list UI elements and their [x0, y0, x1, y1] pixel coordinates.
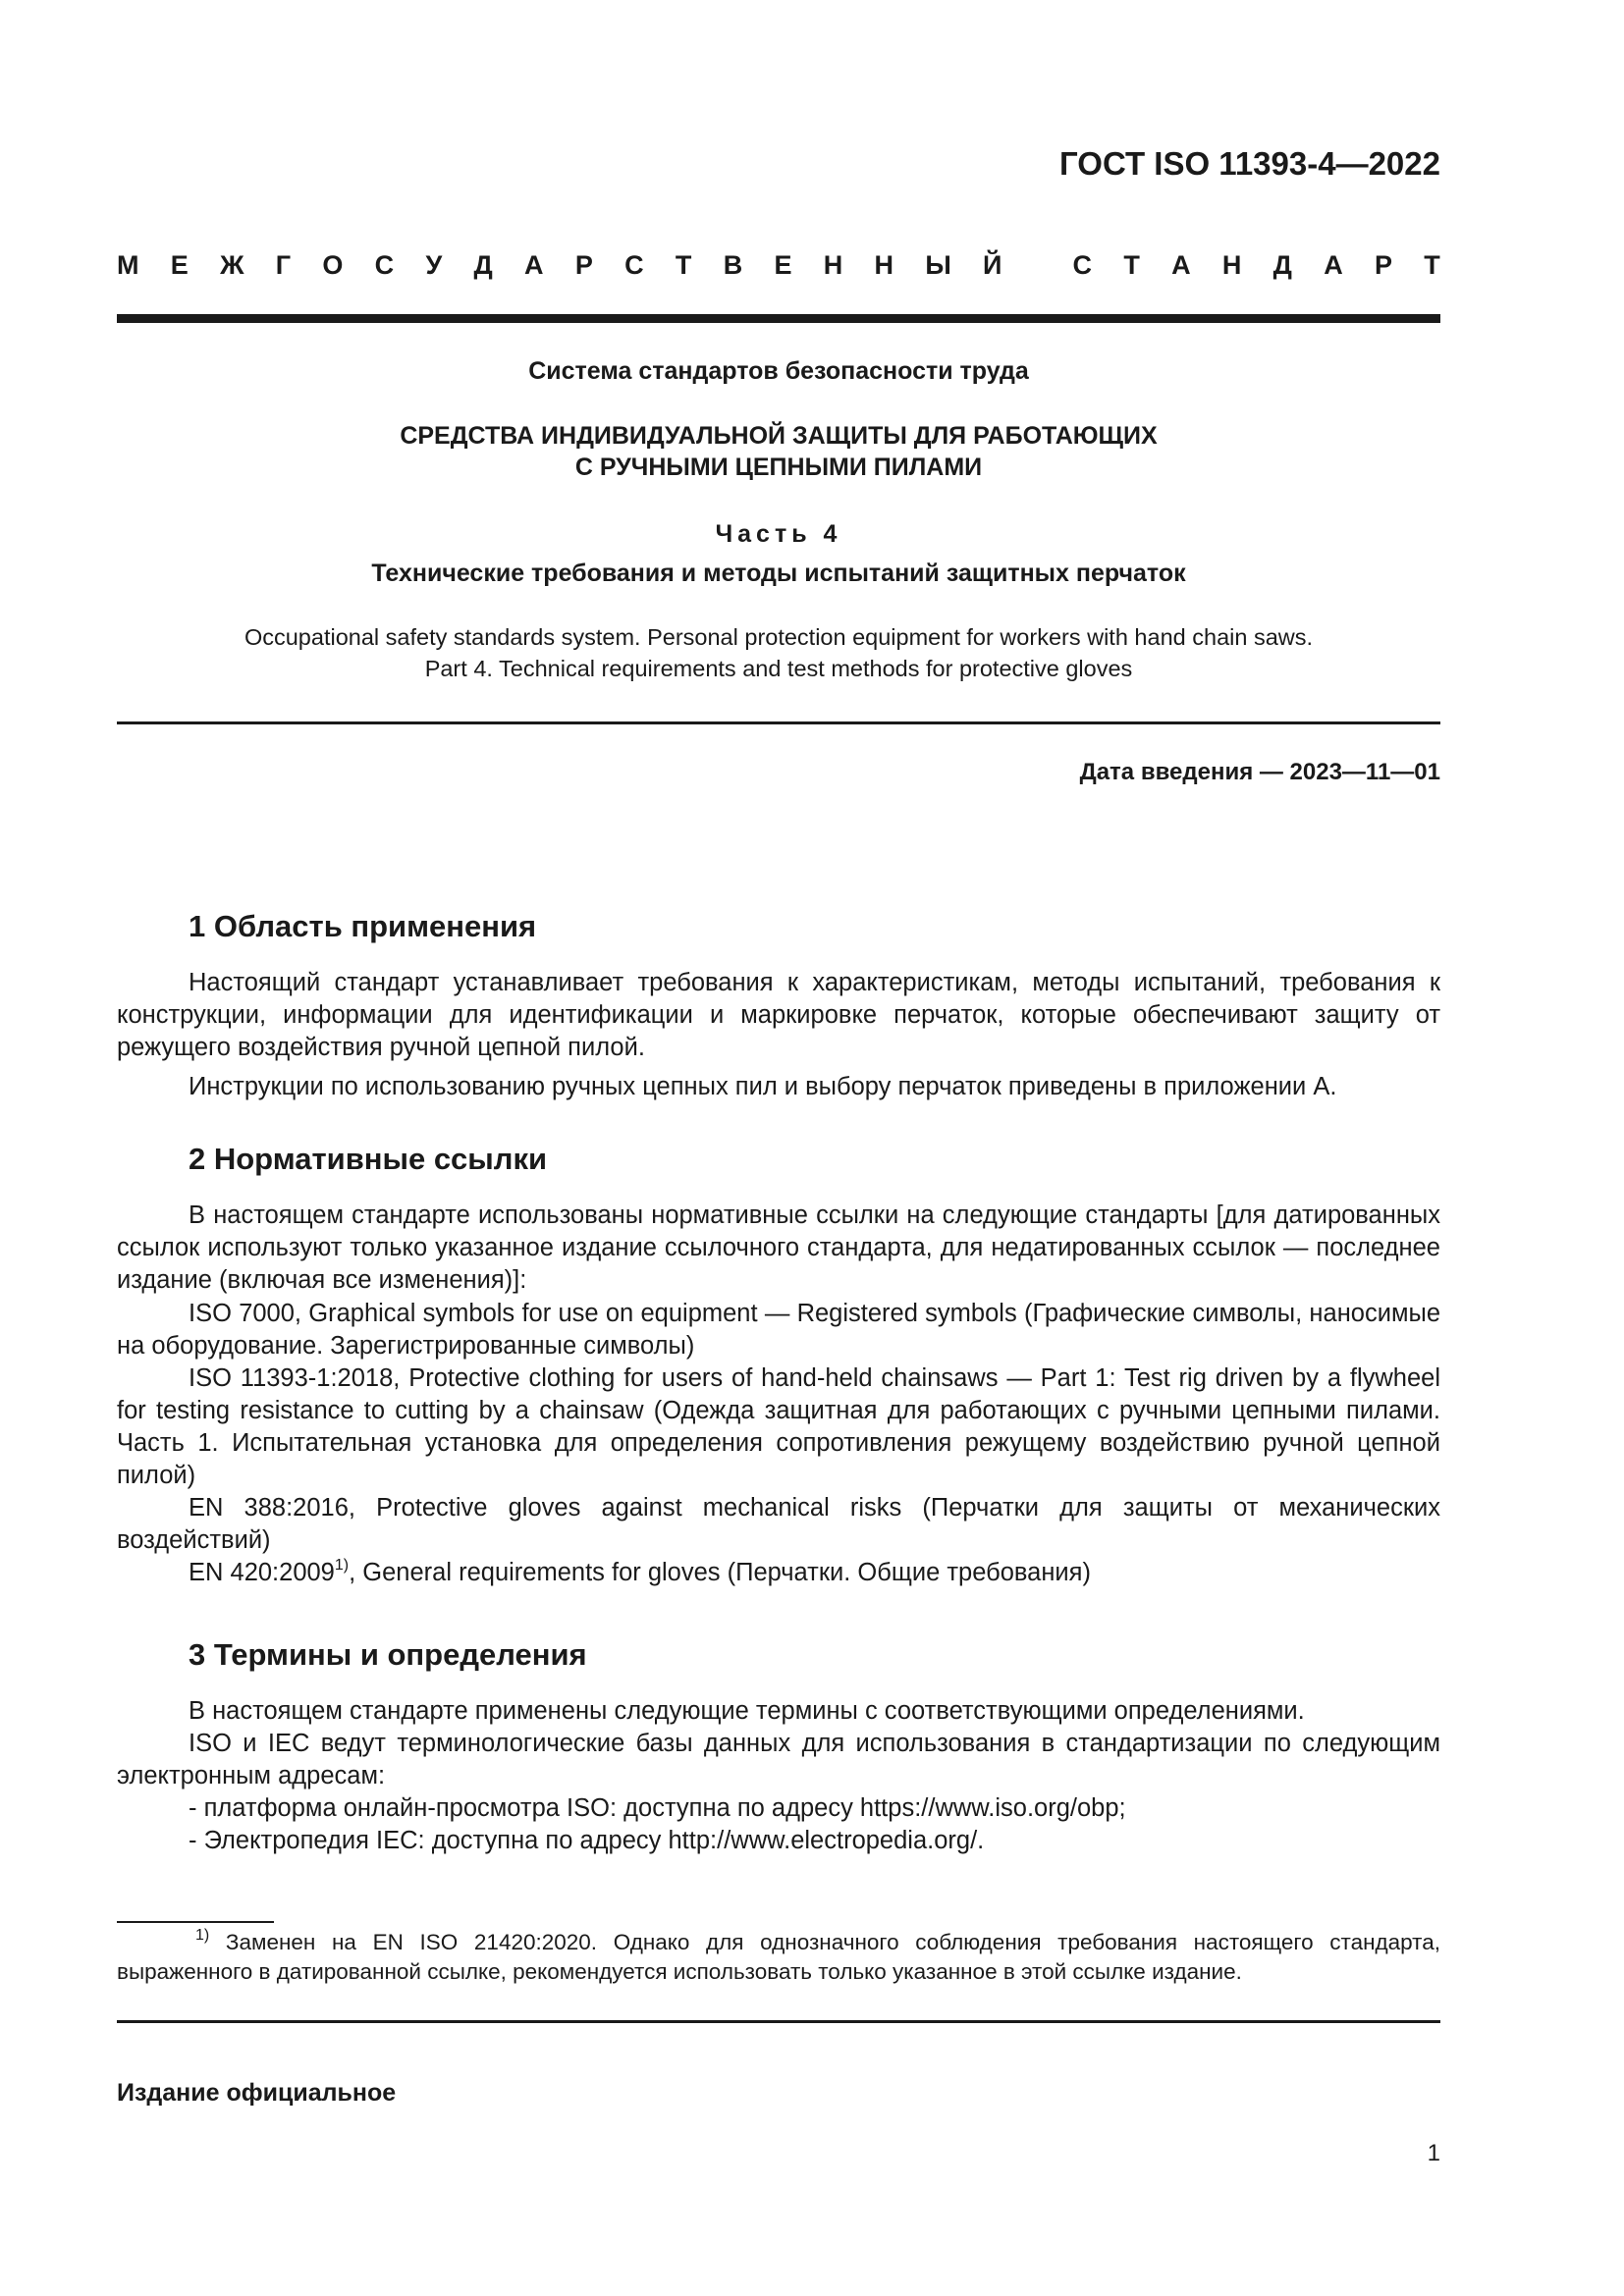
footnote-marker: 1): [195, 1926, 210, 1944]
section-1-paragraph: Инструкции по использованию ручных цепных пил и выбору перчаток приведены в приложении А.: [189, 1073, 1337, 1100]
reference-iso-7000: ISO 7000, Graphical symbols for use on equipment — Registered symbols (Графические символы, наносимые на оборудование. Зарегистрированные символы): [117, 1300, 1440, 1360]
introduction-date: Дата введения — 2023—11—01: [1079, 759, 1440, 785]
footnote: [117, 1928, 1440, 1987]
banner-letter: Р: [1374, 250, 1392, 280]
banner-letter: Д: [473, 250, 493, 280]
banner-letter: С: [624, 250, 644, 280]
footer-rule: [117, 2020, 1440, 2023]
list-item-iso-obp: - платформа онлайн-просмотра ISO: доступна по адресу https://www.iso.org/obp;: [189, 1794, 1126, 1822]
banner-letter: Т: [1424, 250, 1440, 280]
banner-letter: С: [1072, 250, 1093, 280]
part-label: Часть 4: [715, 520, 842, 548]
banner-letter: Н: [874, 250, 894, 280]
main-title-line: СРЕДСТВА ИНДИВИДУАЛЬНОЙ ЗАЩИТЫ ДЛЯ РАБОТАЮЩИХ: [400, 422, 1158, 450]
banner-letter: Д: [1272, 250, 1292, 280]
banner-letter: Т: [1123, 250, 1140, 280]
section-2-heading: 2 Нормативные ссылки: [189, 1142, 548, 1176]
interstate-standard-banner: [117, 250, 1440, 281]
banner-letter: Н: [823, 250, 843, 280]
part-subtitle: Технические требования и методы испытаний защитных перчаток: [371, 560, 1186, 587]
banner-letter: Е: [774, 250, 792, 280]
banner-letter: А: [1324, 250, 1343, 280]
document-code: ГОСТ ISO 11393-4—2022: [1059, 145, 1440, 182]
banner-letter: Р: [574, 250, 593, 280]
main-title: [117, 420, 1440, 483]
banner-letter: Е: [170, 250, 189, 280]
english-title-line: Part 4. Technical requirements and test methods for protective gloves: [424, 656, 1133, 681]
banner-letter: У: [425, 250, 443, 280]
banner-letter: А: [1171, 250, 1191, 280]
main-title-line: С РУЧНЫМИ ЦЕПНЫМИ ПИЛАМИ: [574, 454, 983, 481]
english-title-line: Occupational safety standards system. Personal protection equipment for workers with hand chain saws.: [244, 624, 1314, 650]
banner-letter: В: [723, 250, 743, 280]
section-1-paragraph: Настоящий стандарт устанавливает требования к характеристикам, методы испытаний, требования к конструкции, информации для идентификации и маркировке перчаток, которые обеспечивают защиту от режущего воздействия ручной цепной пилой.: [117, 969, 1440, 1061]
reference-code: EN 420:2009: [189, 1559, 335, 1586]
list-item-electropedia: - Электропедия IEC: доступна по адресу http://www.electropedia.org/.: [189, 1827, 985, 1854]
title-block-rule: [117, 721, 1440, 724]
section-3-heading: 3 Термины и определения: [189, 1637, 587, 1672]
banner-letter: А: [524, 250, 544, 280]
banner-letter: Й: [983, 250, 1002, 280]
official-edition-label: Издание официальное: [117, 2079, 397, 2107]
footnote-reference[interactable]: 1): [334, 1556, 350, 1574]
banner-letter: М: [117, 250, 139, 280]
footnote-text: Заменен на EN ISO 21420:2020. Однако для однозначного соблюдения требования настоящего стандарта, выраженного в датированной ссылке, рекомендуется использовать только указанное в этой ссылке издание.: [117, 1930, 1440, 1984]
page-number: 1: [1427, 2140, 1440, 2166]
section-1-heading: 1 Область применения: [189, 909, 537, 943]
banner-letter: О: [322, 250, 344, 280]
standards-system-title: Система стандартов безопасности труда: [528, 357, 1029, 385]
footnote-separator: [117, 1921, 274, 1923]
banner-gap: [1034, 250, 1042, 281]
banner-letter: Т: [675, 250, 692, 280]
header-thick-rule: [117, 314, 1440, 323]
reference-en-420: [117, 1557, 1440, 1589]
banner-letter: Ж: [220, 250, 244, 280]
banner-letter: Ы: [925, 250, 951, 280]
section-3-paragraph: В настоящем стандарте применены следующие термины с соответствующими определениями.: [189, 1697, 1305, 1725]
reference-iso-11393-1: ISO 11393-1:2018, Protective clothing for users of hand-held chainsaws — Part 1: Test rig driven by a flywheel for testing resistance to cutting by a chainsaw (Одежда защитная для работающих с ручными цепными пилами. Часть 1. Испытательная установка для определения сопротивления режущему воздействию ручной цепной пилой): [117, 1364, 1440, 1489]
section-2-paragraph: В настоящем стандарте использованы нормативные ссылки на следующие стандарты [для датированных ссылок используют только указанное издание ссылочного стандарта, для недатированных ссылок — последнее издание (включая все изменения)]:: [117, 1201, 1440, 1294]
banner-letter: Г: [275, 250, 292, 280]
banner-letter: С: [374, 250, 395, 280]
reference-en-388: EN 388:2016, Protective gloves against mechanical risks (Перчатки для защиты от механических воздействий): [117, 1494, 1440, 1554]
banner-letter: Н: [1221, 250, 1242, 280]
section-3-paragraph: ISO и IEC ведут терминологические базы данных для использования в стандартизации по следующим электронным адресам:: [117, 1730, 1440, 1789]
english-title: [117, 621, 1440, 684]
reference-text: , General requirements for gloves (Перчатки. Общие требования): [349, 1559, 1091, 1586]
